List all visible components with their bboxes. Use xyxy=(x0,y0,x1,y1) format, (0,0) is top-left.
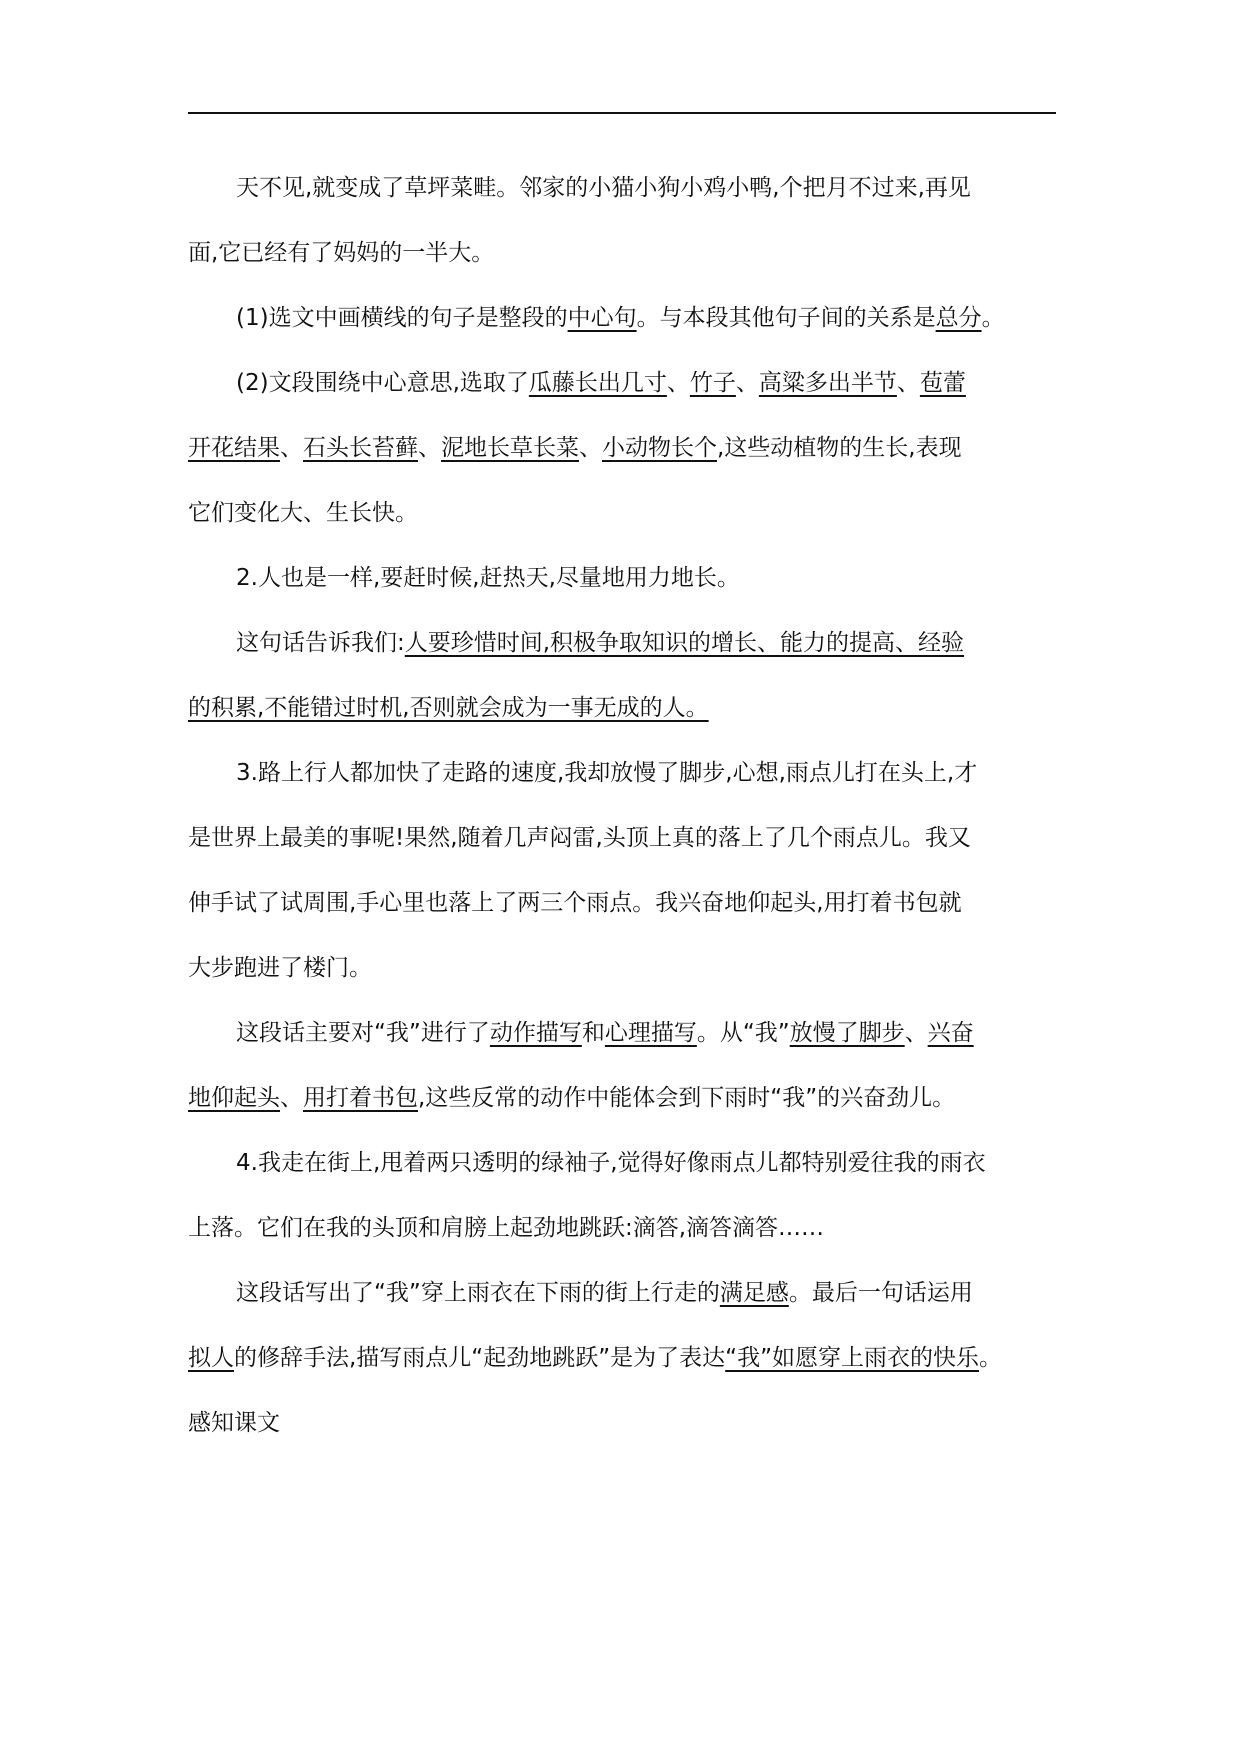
text-line xyxy=(188,416,1068,481)
answer-text: 放慢了脚步 xyxy=(789,1020,905,1046)
answer-text: 动作描写 xyxy=(489,1020,582,1046)
text-segment: 上落。它们在我的头顶和肩膀上起劲地跳跃:滴答,滴答滴答…… xyxy=(188,1215,825,1241)
text-line xyxy=(188,741,1068,806)
answer-text: 的积累,不能错过时机,否则就会成为一事无成的人。 xyxy=(188,695,709,721)
answer-text: 兴奋 xyxy=(927,1020,974,1046)
answer-text: 高粱多出半节 xyxy=(758,370,897,396)
text-segment: 、 xyxy=(280,435,303,461)
text-segment: 、 xyxy=(280,1085,303,1111)
text-line xyxy=(188,1131,1068,1196)
text-segment: 。与本段其他句子间的关系是 xyxy=(636,305,936,331)
document-body xyxy=(188,156,1068,1456)
text-segment: 这句话告诉我们: xyxy=(236,630,405,656)
text-segment: 面,它已经有了妈妈的一半大。 xyxy=(188,240,495,266)
text-line xyxy=(188,156,1068,221)
text-segment: (2)文段围绕中心意思,选取了 xyxy=(236,370,529,396)
answer-text: 满足感 xyxy=(719,1280,789,1306)
answer-text: 用打着书包 xyxy=(303,1085,418,1111)
text-segment: 天不见,就变成了草坪菜畦。邻家的小猫小狗小鸡小鸭,个把月不过来,再见 xyxy=(236,175,971,201)
text-line xyxy=(188,1391,1068,1456)
text-segment: 4.我走在街上,甩着两只透明的绿袖子,觉得好像雨点儿都特别爱往我的雨衣 xyxy=(236,1150,986,1176)
text-segment: 和 xyxy=(581,1020,605,1046)
text-segment: ,这些反常的动作中能体会到下雨时“我”的兴奋劲儿。 xyxy=(418,1085,956,1111)
text-segment: 2.人也是一样,要赶时候,赶热天,尽量地用力地长。 xyxy=(236,565,740,591)
text-line xyxy=(188,1196,1068,1261)
text-segment: 、 xyxy=(579,435,602,461)
text-segment: 是世界上最美的事呢!果然,随着几声闷雷,头顶上真的落上了几个雨点儿。我又 xyxy=(188,825,971,851)
text-segment: 这段话主要对“我”进行了 xyxy=(236,1020,490,1046)
text-segment: 。 xyxy=(979,1345,1002,1371)
text-segment: 、 xyxy=(735,370,759,396)
answer-text: 泥地长草长菜 xyxy=(441,435,579,461)
text-segment: 、 xyxy=(418,435,441,461)
answer-text: 拟人 xyxy=(188,1345,234,1371)
text-segment: 。从“我” xyxy=(696,1020,790,1046)
answer-text: 人要珍惜时间,积极争取知识的增长、能力的提高、经验 xyxy=(404,630,965,656)
text-segment: 。 xyxy=(981,305,1005,331)
answer-text: “我”如愿穿上雨衣的快乐 xyxy=(725,1345,979,1371)
text-line xyxy=(188,936,1068,1001)
text-line xyxy=(188,351,1068,416)
answer-text: 中心句 xyxy=(567,305,637,331)
text-line xyxy=(188,1001,1068,1066)
text-segment: 3.路上行人都加快了走路的速度,我却放慢了脚步,心想,雨点儿打在头上,才 xyxy=(236,760,978,786)
text-line xyxy=(188,806,1068,871)
text-line xyxy=(188,611,1068,676)
answer-text: 开花结果 xyxy=(188,435,280,461)
answer-text: 地仰起头 xyxy=(188,1085,280,1111)
text-segment: 的修辞手法,描写雨点儿“起劲地跳跃”是为了表达 xyxy=(234,1345,726,1371)
text-line xyxy=(188,481,1068,546)
answer-text: 石头长苔藓 xyxy=(303,435,418,461)
text-segment: 大步跑进了楼门。 xyxy=(188,955,372,981)
text-segment: 它们变化大、生长快。 xyxy=(188,500,418,526)
text-line xyxy=(188,676,1068,741)
text-line xyxy=(188,286,1068,351)
text-segment: 伸手试了试周围,手心里也落上了两三个雨点。我兴奋地仰起头,用打着书包就 xyxy=(188,890,962,916)
text-segment: ,这些动植物的生长,表现 xyxy=(717,435,962,461)
text-line xyxy=(188,1261,1068,1326)
text-segment: 。最后一句话运用 xyxy=(788,1280,973,1306)
text-line xyxy=(188,1066,1068,1131)
text-line xyxy=(188,871,1068,936)
answer-text: 竹子 xyxy=(689,370,736,396)
text-segment: (1)选文中画横线的句子是整段的 xyxy=(236,305,568,331)
answer-text: 苞蕾 xyxy=(919,370,966,396)
answer-text: 总分 xyxy=(935,305,982,331)
text-line xyxy=(188,546,1068,611)
text-segment: 这段话写出了“我”穿上雨衣在下雨的街上行走的 xyxy=(236,1280,720,1306)
answer-text: 小动物长个 xyxy=(602,435,717,461)
answer-text: 瓜藤长出几寸 xyxy=(528,370,667,396)
text-segment: 、 xyxy=(666,370,690,396)
text-segment: 、 xyxy=(904,1020,928,1046)
header-rule xyxy=(188,112,1056,114)
text-segment: 感知课文 xyxy=(188,1410,280,1436)
text-segment: 、 xyxy=(896,370,920,396)
text-line xyxy=(188,1326,1068,1391)
text-line xyxy=(188,221,1068,286)
answer-text: 心理描写 xyxy=(604,1020,697,1046)
